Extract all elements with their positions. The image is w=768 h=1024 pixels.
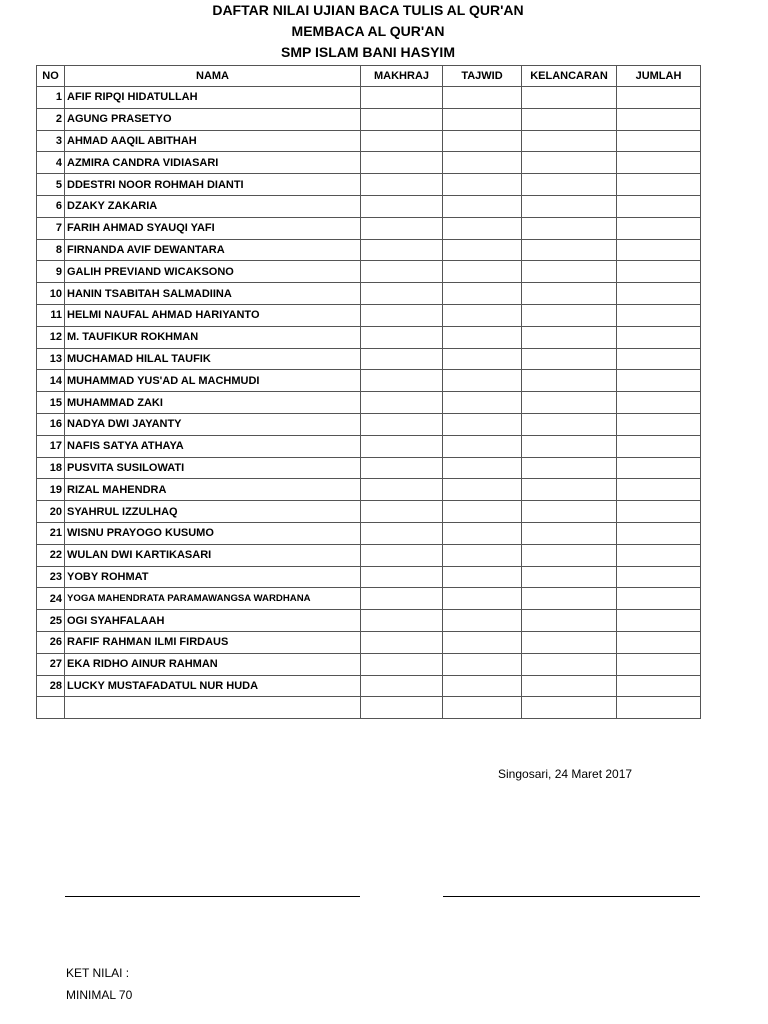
tajwid-cell	[443, 195, 522, 217]
table-row	[37, 348, 701, 370]
no-cell: 17	[37, 435, 65, 457]
tajwid-cell	[443, 87, 522, 109]
makhraj-cell	[361, 697, 443, 719]
kelancaran-cell	[522, 304, 617, 326]
tajwid-cell	[443, 501, 522, 523]
name-cell: GALIH PREVIAND WICAKSONO	[65, 261, 361, 283]
table-row	[37, 610, 701, 632]
name-cell: YOGA MAHENDRATA PARAMAWANGSA WARDHANA	[65, 588, 361, 610]
no-cell: 22	[37, 544, 65, 566]
makhraj-cell	[361, 152, 443, 174]
jumlah-cell	[617, 566, 701, 588]
tajwid-cell	[443, 239, 522, 261]
no-cell: 20	[37, 501, 65, 523]
kelancaran-cell	[522, 544, 617, 566]
makhraj-cell	[361, 304, 443, 326]
minimal-score-note: MINIMAL 70	[66, 988, 133, 1002]
no-cell: 16	[37, 413, 65, 435]
no-cell	[37, 697, 65, 719]
makhraj-cell	[361, 87, 443, 109]
jumlah-cell	[617, 697, 701, 719]
makhraj-cell	[361, 283, 443, 305]
no-cell: 27	[37, 653, 65, 675]
kelancaran-cell	[522, 653, 617, 675]
table-row	[37, 174, 701, 196]
table-row	[37, 130, 701, 152]
table-row	[37, 675, 701, 697]
jumlah-cell	[617, 348, 701, 370]
no-cell: 15	[37, 392, 65, 414]
jumlah-cell	[617, 195, 701, 217]
makhraj-cell	[361, 195, 443, 217]
kelancaran-cell	[522, 108, 617, 130]
tajwid-cell	[443, 174, 522, 196]
table-row	[37, 239, 701, 261]
no-cell: 7	[37, 217, 65, 239]
ket-nilai-label: KET NILAI :	[66, 966, 130, 980]
makhraj-cell	[361, 130, 443, 152]
kelancaran-cell	[522, 195, 617, 217]
makhraj-cell	[361, 239, 443, 261]
name-cell: NAFIS SATYA ATHAYA	[65, 435, 361, 457]
table-row	[37, 479, 701, 501]
jumlah-cell	[617, 435, 701, 457]
name-cell: MUHAMMAD YUS'AD AL MACHMUDI	[65, 370, 361, 392]
name-cell: NADYA DWI JAYANTY	[65, 413, 361, 435]
jumlah-cell	[617, 479, 701, 501]
no-cell: 18	[37, 457, 65, 479]
tajwid-cell	[443, 217, 522, 239]
tajwid-cell	[443, 588, 522, 610]
makhraj-cell	[361, 108, 443, 130]
column-header-makhraj: MAKHRAJ	[361, 66, 443, 87]
jumlah-cell	[617, 87, 701, 109]
name-cell: WISNU PRAYOGO KUSUMO	[65, 522, 361, 544]
tajwid-cell	[443, 631, 522, 653]
name-cell: RIZAL MAHENDRA	[65, 479, 361, 501]
makhraj-cell	[361, 544, 443, 566]
name-cell: RAFIF RAHMAN ILMI FIRDAUS	[65, 631, 361, 653]
jumlah-cell	[617, 283, 701, 305]
kelancaran-cell	[522, 413, 617, 435]
no-cell: 11	[37, 304, 65, 326]
no-cell: 5	[37, 174, 65, 196]
tajwid-cell	[443, 697, 522, 719]
signature-line-left	[65, 896, 360, 897]
kelancaran-cell	[522, 457, 617, 479]
kelancaran-cell	[522, 392, 617, 414]
table-row	[37, 283, 701, 305]
jumlah-cell	[617, 108, 701, 130]
name-cell: AGUNG PRASETYO	[65, 108, 361, 130]
no-cell: 4	[37, 152, 65, 174]
table-row	[37, 152, 701, 174]
no-cell: 10	[37, 283, 65, 305]
tajwid-cell	[443, 326, 522, 348]
tajwid-cell	[443, 261, 522, 283]
makhraj-cell	[361, 457, 443, 479]
jumlah-cell	[617, 588, 701, 610]
makhraj-cell	[361, 217, 443, 239]
jumlah-cell	[617, 304, 701, 326]
name-cell: HELMI NAUFAL AHMAD HARIYANTO	[65, 304, 361, 326]
makhraj-cell	[361, 261, 443, 283]
no-cell: 2	[37, 108, 65, 130]
makhraj-cell	[361, 610, 443, 632]
kelancaran-cell	[522, 501, 617, 523]
table-row	[37, 566, 701, 588]
tajwid-cell	[443, 392, 522, 414]
jumlah-cell	[617, 501, 701, 523]
name-cell: DZAKY ZAKARIA	[65, 195, 361, 217]
kelancaran-cell	[522, 87, 617, 109]
name-cell: FARIH AHMAD SYAUQI YAFI	[65, 217, 361, 239]
no-cell: 9	[37, 261, 65, 283]
jumlah-cell	[617, 544, 701, 566]
table-row	[37, 413, 701, 435]
kelancaran-cell	[522, 631, 617, 653]
jumlah-cell	[617, 631, 701, 653]
jumlah-cell	[617, 413, 701, 435]
name-cell: SYAHRUL IZZULHAQ	[65, 501, 361, 523]
tajwid-cell	[443, 130, 522, 152]
makhraj-cell	[361, 588, 443, 610]
name-cell: OGI SYAHFALAAH	[65, 610, 361, 632]
tajwid-cell	[443, 653, 522, 675]
tajwid-cell	[443, 152, 522, 174]
table-row	[37, 326, 701, 348]
kelancaran-cell	[522, 566, 617, 588]
makhraj-cell	[361, 675, 443, 697]
kelancaran-cell	[522, 130, 617, 152]
kelancaran-cell	[522, 152, 617, 174]
column-header-nama: NAMA	[65, 66, 361, 87]
table-row	[37, 87, 701, 109]
kelancaran-cell	[522, 479, 617, 501]
table-row	[37, 217, 701, 239]
name-cell	[65, 697, 361, 719]
tajwid-cell	[443, 283, 522, 305]
name-cell: MUHAMMAD ZAKI	[65, 392, 361, 414]
no-cell: 14	[37, 370, 65, 392]
table-row	[37, 544, 701, 566]
no-cell: 26	[37, 631, 65, 653]
table-row	[37, 370, 701, 392]
jumlah-cell	[617, 457, 701, 479]
kelancaran-cell	[522, 610, 617, 632]
table-row	[37, 697, 701, 719]
table-row	[37, 392, 701, 414]
makhraj-cell	[361, 392, 443, 414]
tajwid-cell	[443, 610, 522, 632]
kelancaran-cell	[522, 370, 617, 392]
no-cell: 19	[37, 479, 65, 501]
table-header-row	[37, 66, 701, 87]
name-cell: LUCKY MUSTAFADATUL NUR HUDA	[65, 675, 361, 697]
table-row	[37, 195, 701, 217]
makhraj-cell	[361, 348, 443, 370]
tajwid-cell	[443, 348, 522, 370]
no-cell: 6	[37, 195, 65, 217]
jumlah-cell	[617, 675, 701, 697]
kelancaran-cell	[522, 283, 617, 305]
tajwid-cell	[443, 108, 522, 130]
makhraj-cell	[361, 435, 443, 457]
makhraj-cell	[361, 631, 443, 653]
makhraj-cell	[361, 174, 443, 196]
no-cell: 3	[37, 130, 65, 152]
column-header-kelancaran: KELANCARAN	[522, 66, 617, 87]
name-cell: M. TAUFIKUR ROKHMAN	[65, 326, 361, 348]
table-row	[37, 435, 701, 457]
no-cell: 24	[37, 588, 65, 610]
jumlah-cell	[617, 130, 701, 152]
name-cell: PUSVITA SUSILOWATI	[65, 457, 361, 479]
no-cell: 12	[37, 326, 65, 348]
makhraj-cell	[361, 326, 443, 348]
name-cell: EKA RIDHO AINUR RAHMAN	[65, 653, 361, 675]
no-cell: 23	[37, 566, 65, 588]
no-cell: 25	[37, 610, 65, 632]
jumlah-cell	[617, 261, 701, 283]
tajwid-cell	[443, 479, 522, 501]
kelancaran-cell	[522, 326, 617, 348]
makhraj-cell	[361, 501, 443, 523]
jumlah-cell	[617, 370, 701, 392]
table-row	[37, 653, 701, 675]
table-row	[37, 261, 701, 283]
name-cell: DDESTRI NOOR ROHMAH DIANTI	[65, 174, 361, 196]
name-cell: AHMAD AAQIL ABITHAH	[65, 130, 361, 152]
jumlah-cell	[617, 610, 701, 632]
place-date: Singosari, 24 Maret 2017	[498, 767, 633, 781]
tajwid-cell	[443, 413, 522, 435]
name-cell: MUCHAMAD HILAL TAUFIK	[65, 348, 361, 370]
name-cell: WULAN DWI KARTIKASARI	[65, 544, 361, 566]
score-table	[36, 65, 701, 719]
jumlah-cell	[617, 326, 701, 348]
jumlah-cell	[617, 239, 701, 261]
kelancaran-cell	[522, 217, 617, 239]
name-cell: HANIN TSABITAH SALMADIINA	[65, 283, 361, 305]
document-title-line-3: SMP ISLAM BANI HASYIM	[281, 44, 455, 60]
makhraj-cell	[361, 566, 443, 588]
kelancaran-cell	[522, 675, 617, 697]
table-row	[37, 631, 701, 653]
tajwid-cell	[443, 522, 522, 544]
tajwid-cell	[443, 457, 522, 479]
table-row	[37, 304, 701, 326]
kelancaran-cell	[522, 261, 617, 283]
makhraj-cell	[361, 522, 443, 544]
jumlah-cell	[617, 653, 701, 675]
name-cell: AFIF RIPQI HIDATULLAH	[65, 87, 361, 109]
kelancaran-cell	[522, 697, 617, 719]
column-header-jumlah: JUMLAH	[617, 66, 701, 87]
kelancaran-cell	[522, 588, 617, 610]
makhraj-cell	[361, 653, 443, 675]
jumlah-cell	[617, 152, 701, 174]
name-cell: AZMIRA CANDRA VIDIASARI	[65, 152, 361, 174]
table-row	[37, 588, 701, 610]
column-header-tajwid: TAJWID	[443, 66, 522, 87]
tajwid-cell	[443, 675, 522, 697]
no-cell: 13	[37, 348, 65, 370]
makhraj-cell	[361, 413, 443, 435]
jumlah-cell	[617, 174, 701, 196]
name-cell: FIRNANDA AVIF DEWANTARA	[65, 239, 361, 261]
no-cell: 1	[37, 87, 65, 109]
tajwid-cell	[443, 566, 522, 588]
kelancaran-cell	[522, 348, 617, 370]
no-cell: 21	[37, 522, 65, 544]
no-cell: 8	[37, 239, 65, 261]
makhraj-cell	[361, 479, 443, 501]
tajwid-cell	[443, 370, 522, 392]
kelancaran-cell	[522, 522, 617, 544]
jumlah-cell	[617, 392, 701, 414]
document-title-line-2: MEMBACA AL QUR'AN	[291, 23, 445, 39]
name-cell: YOBY ROHMAT	[65, 566, 361, 588]
table-row	[37, 522, 701, 544]
tajwid-cell	[443, 435, 522, 457]
column-header-no: NO	[37, 66, 65, 87]
no-cell: 28	[37, 675, 65, 697]
kelancaran-cell	[522, 435, 617, 457]
makhraj-cell	[361, 370, 443, 392]
table-row	[37, 108, 701, 130]
jumlah-cell	[617, 522, 701, 544]
tajwid-cell	[443, 544, 522, 566]
table-row	[37, 457, 701, 479]
table-row	[37, 501, 701, 523]
document-title-line-1: DAFTAR NILAI UJIAN BACA TULIS AL QUR'AN	[212, 2, 524, 18]
jumlah-cell	[617, 217, 701, 239]
kelancaran-cell	[522, 239, 617, 261]
tajwid-cell	[443, 304, 522, 326]
kelancaran-cell	[522, 174, 617, 196]
signature-line-right	[443, 896, 700, 897]
